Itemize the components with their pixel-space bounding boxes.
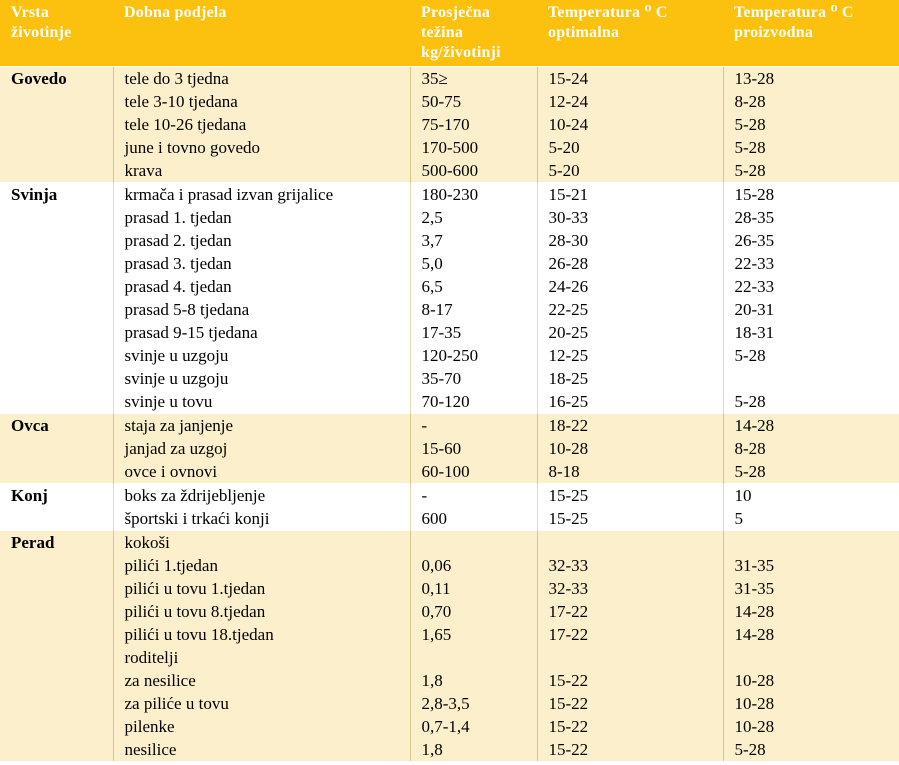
- cell-value: 35-70: [421, 368, 462, 388]
- cell-value: roditelji: [124, 647, 179, 667]
- header-temp-production: Temperatura ⁰ C proizvodna: [723, 0, 899, 66]
- cell-value: 15-25: [548, 508, 589, 528]
- cell-value: 120-250: [421, 345, 479, 365]
- cell-value: športski i trkaći konji: [124, 508, 270, 528]
- cell-value: za piliće u tovu: [124, 693, 229, 713]
- cell-value: pilenke: [124, 716, 175, 736]
- cell-value: tele 3-10 tjedana: [124, 91, 238, 111]
- cell-value: 28-35: [734, 207, 775, 227]
- header-age-division: Dobna podjela: [113, 0, 410, 66]
- table-body: [0, 66, 899, 761]
- cell-value: krmača i prasad izvan grijalice: [124, 184, 334, 204]
- cell-value: 15-25: [548, 485, 589, 505]
- cell-value: za nesilice: [124, 670, 196, 690]
- cell-value: 5-28: [734, 461, 766, 481]
- cell-value: 60-100: [421, 461, 470, 481]
- cell-value: svinje u tovu: [124, 391, 213, 411]
- cell-value: kokoši: [124, 532, 170, 552]
- temp-production-cell: [723, 66, 899, 182]
- temp-production-cell: [723, 530, 899, 761]
- cell-value: pilići u tovu 1.tjedan: [124, 578, 266, 598]
- cell-value: 5,0: [421, 253, 443, 273]
- species-label: Svinja: [11, 184, 58, 204]
- cell-value: tele do 3 tjedna: [124, 68, 229, 88]
- avg-weight-cell: [410, 483, 537, 530]
- temp-production-cell: [723, 182, 899, 413]
- cell-value: 13-28: [734, 68, 775, 88]
- cell-value: 170-500: [421, 137, 479, 157]
- cell-value: svinje u uzgoju: [124, 345, 229, 365]
- cell-value: 10-24: [548, 114, 589, 134]
- cell-value: [735, 531, 899, 554]
- cell-value: 15-22: [548, 670, 589, 690]
- cell-value: 22-25: [548, 299, 589, 319]
- cell-value: 10-28: [548, 438, 589, 458]
- cell-value: 15-22: [548, 693, 589, 713]
- cell-value: 8-17: [421, 299, 453, 319]
- cell-value: 31-35: [734, 555, 775, 575]
- cell-value: 14-28: [734, 601, 775, 621]
- group-row-ovca: [0, 413, 899, 483]
- cell-value: 30-33: [548, 207, 589, 227]
- cell-value: 6,5: [421, 276, 443, 296]
- cell-value: 12-25: [548, 345, 589, 365]
- cell-value: 17-22: [548, 601, 589, 621]
- cell-value: 26-35: [734, 230, 775, 250]
- age-division-cell: [113, 66, 410, 182]
- cell-value: 15-28: [734, 184, 775, 204]
- cell-value: 0,7-1,4: [421, 716, 470, 736]
- cell-value: 15-21: [548, 184, 589, 204]
- cell-value: 0,70: [421, 601, 452, 621]
- avg-weight-cell: [410, 530, 537, 761]
- cell-value: 5-28: [734, 160, 766, 180]
- cell-value: prasad 5-8 tjedana: [124, 299, 250, 319]
- cell-value: 5: [734, 508, 743, 528]
- cell-value: 12-24: [548, 91, 589, 111]
- cell-value: 18-25: [548, 368, 589, 388]
- temp-optimal-cell: [537, 483, 723, 530]
- cell-value: 10-28: [734, 716, 775, 736]
- cell-value: 5-28: [734, 137, 766, 157]
- cell-value: 24-26: [548, 276, 589, 296]
- cell-value: 5-28: [734, 114, 766, 134]
- temp-production-cell: [723, 413, 899, 483]
- cell-value: 26-28: [548, 253, 589, 273]
- species-label: Ovca: [11, 415, 49, 435]
- cell-value: 17-35: [421, 322, 462, 342]
- temp-optimal-cell: [537, 530, 723, 761]
- cell-value: [735, 367, 899, 390]
- cell-value: 16-25: [548, 391, 589, 411]
- cell-value: 0,06: [421, 555, 452, 575]
- group-row-govedo: [0, 66, 899, 182]
- group-row-perad: [0, 530, 899, 761]
- cell-value: 2,8-3,5: [421, 693, 470, 713]
- cell-value: 14-28: [734, 624, 775, 644]
- species-cell: [0, 483, 113, 530]
- cell-value: 5-28: [734, 391, 766, 411]
- cell-value: 50-75: [421, 91, 462, 111]
- header-species: Vrsta životinje: [0, 0, 113, 66]
- cell-value: prasad 4. tjedan: [124, 276, 232, 296]
- cell-value: 0,11: [421, 578, 451, 598]
- avg-weight-cell: [410, 182, 537, 413]
- cell-value: [422, 531, 537, 554]
- cell-value: boks za ždrijebljenje: [124, 485, 266, 505]
- cell-value: -: [421, 485, 428, 505]
- cell-value: 15-24: [548, 68, 589, 88]
- cell-value: 1,8: [421, 739, 443, 759]
- cell-value: -: [421, 415, 428, 435]
- age-division-cell: [113, 182, 410, 413]
- cell-value: 10-28: [734, 693, 775, 713]
- species-label: Govedo: [11, 68, 67, 88]
- temp-optimal-cell: [537, 182, 723, 413]
- cell-value: 8-28: [734, 438, 766, 458]
- cell-value: [422, 646, 537, 669]
- cell-value: 22-33: [734, 253, 775, 273]
- group-row-konj: [0, 483, 899, 530]
- cell-value: ovce i ovnovi: [124, 461, 218, 481]
- cell-value: prasad 2. tjedan: [124, 230, 232, 250]
- cell-value: pilići u tovu 8.tjedan: [124, 601, 266, 621]
- cell-value: 17-22: [548, 624, 589, 644]
- cell-value: 31-35: [734, 578, 775, 598]
- cell-value: 20-31: [734, 299, 775, 319]
- cell-value: pilići 1.tjedan: [124, 555, 218, 575]
- species-cell: [0, 66, 113, 182]
- cell-value: 15-22: [548, 716, 589, 736]
- temp-optimal-cell: [537, 66, 723, 182]
- age-division-cell: [113, 413, 410, 483]
- species-cell: [0, 413, 113, 483]
- cell-value: pilići u tovu 18.tjedan: [124, 624, 274, 644]
- cell-value: 75-170: [421, 114, 470, 134]
- cell-value: prasad 1. tjedan: [124, 207, 232, 227]
- cell-value: 1,8: [421, 670, 443, 690]
- header-temp-optimal: Temperatura ⁰ C optimalna: [537, 0, 723, 66]
- avg-weight-cell: [410, 66, 537, 182]
- cell-value: 18-22: [548, 415, 589, 435]
- species-label: Konj: [11, 485, 48, 505]
- cell-value: 180-230: [421, 184, 479, 204]
- cell-value: 5-28: [734, 739, 766, 759]
- cell-value: tele 10-26 tjedana: [124, 114, 247, 134]
- group-row-svinja: [0, 182, 899, 413]
- cell-value: [549, 531, 723, 554]
- cell-value: 35≥: [421, 68, 448, 88]
- cell-value: 5-20: [548, 160, 580, 180]
- cell-value: 32-33: [548, 555, 589, 575]
- cell-value: 8-18: [548, 461, 580, 481]
- cell-value: june i tovno govedo: [124, 137, 261, 157]
- cell-value: nesilice: [124, 739, 177, 759]
- species-label: Perad: [11, 532, 55, 552]
- species-cell: [0, 530, 113, 761]
- cell-value: 22-33: [734, 276, 775, 296]
- header-avg-weight: Prosječna težina kg/životinji: [410, 0, 537, 66]
- cell-value: 2,5: [421, 207, 443, 227]
- cell-value: 14-28: [734, 415, 775, 435]
- cell-value: 600: [421, 508, 447, 528]
- temp-optimal-cell: [537, 413, 723, 483]
- cell-value: 8-28: [734, 91, 766, 111]
- cell-value: [549, 646, 723, 669]
- cell-value: 15-60: [421, 438, 462, 458]
- cell-value: 5-20: [548, 137, 580, 157]
- cell-value: prasad 9-15 tjedana: [124, 322, 258, 342]
- cell-value: 20-25: [548, 322, 589, 342]
- cell-value: 32-33: [548, 578, 589, 598]
- cell-value: staja za janjenje: [124, 415, 234, 435]
- cell-value: 5-28: [734, 345, 766, 365]
- cell-value: 10: [734, 485, 752, 505]
- cell-value: [735, 646, 899, 669]
- age-division-cell: [113, 483, 410, 530]
- cell-value: 3,7: [421, 230, 443, 250]
- cell-value: 70-120: [421, 391, 470, 411]
- cell-value: 10-28: [734, 670, 775, 690]
- cell-value: 28-30: [548, 230, 589, 250]
- cell-value: 1,65: [421, 624, 452, 644]
- avg-weight-cell: [410, 413, 537, 483]
- cell-value: prasad 3. tjedan: [124, 253, 232, 273]
- temp-production-cell: [723, 483, 899, 530]
- cell-value: svinje u uzgoju: [124, 368, 229, 388]
- cell-value: 15-22: [548, 739, 589, 759]
- cell-value: janjad za uzgoj: [124, 438, 228, 458]
- age-division-cell: [113, 530, 410, 761]
- species-cell: [0, 182, 113, 413]
- cell-value: 18-31: [734, 322, 775, 342]
- cell-value: 500-600: [421, 160, 479, 180]
- cell-value: krava: [124, 160, 163, 180]
- header-row: [0, 0, 899, 66]
